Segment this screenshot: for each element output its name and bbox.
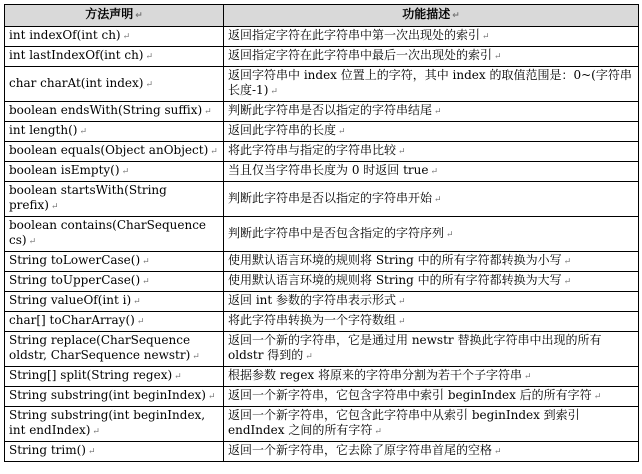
table-row (5, 387, 639, 407)
table-row (5, 182, 639, 217)
table-row (5, 312, 639, 332)
paragraph-mark-icon: ↵ (135, 11, 143, 21)
method-text: String trim() (9, 443, 86, 457)
table-row (5, 142, 639, 162)
description-cell (224, 102, 639, 122)
paragraph-mark-icon: ↵ (452, 11, 460, 21)
description-text: 当且仅当字符串长度为 0 时返回 true (228, 163, 429, 177)
method-cell (5, 217, 224, 252)
description-cell (224, 272, 639, 292)
paragraph-mark-icon: ↵ (446, 229, 454, 240)
table-row (5, 47, 639, 67)
method-cell (5, 27, 224, 47)
paragraph-mark-icon: ↵ (208, 392, 216, 402)
table-row (5, 102, 639, 122)
header-row (5, 5, 639, 27)
description-cell (224, 182, 639, 217)
paragraph-mark-icon: ↵ (398, 297, 406, 307)
method-text: String toLowerCase() (9, 253, 141, 267)
table-row (5, 407, 639, 442)
description-cell (224, 67, 639, 102)
description-text: 返回指定字符在此字符串中最后一次出现处的索引 (228, 48, 493, 62)
method-cell (5, 272, 224, 292)
description-text: 判断此字符串是否以指定的字符串结尾 (228, 103, 433, 117)
table-row (5, 122, 639, 142)
method-text: String toUpperCase() (9, 273, 141, 287)
paragraph-mark-icon: ↵ (92, 427, 100, 437)
paragraph-mark-icon: ↵ (28, 237, 37, 247)
paragraph-mark-icon: ↵ (434, 107, 442, 117)
paragraph-mark-icon: ↵ (50, 202, 59, 212)
paragraph-mark-icon: ↵ (210, 147, 218, 157)
table-body (5, 27, 639, 462)
paragraph-mark-icon: ↵ (79, 127, 88, 137)
paragraph-mark-icon: ↵ (398, 147, 406, 157)
method-cell (5, 407, 224, 442)
description-text: 根据参数 regex 将原来的字符串分割为若干个子字符串 (228, 368, 523, 382)
table-row (5, 332, 639, 367)
table-header (5, 5, 639, 27)
paragraph-mark-icon: ↵ (374, 427, 382, 437)
table-row (5, 272, 639, 292)
method-text: String replace(CharSequence oldstr, CharSequence newstr) (9, 333, 191, 362)
paragraph-mark-icon: ↵ (142, 257, 150, 267)
paragraph-mark-icon: ↵ (524, 372, 532, 382)
paragraph-mark-icon: ↵ (563, 277, 572, 287)
description-text: 返回一个新字符串，它包含此字符串中从索引 beginIndex 到索引 endIndex 之间的所有字符 (228, 408, 580, 437)
table-row (5, 292, 639, 312)
description-cell (224, 122, 639, 142)
paragraph-mark-icon: ↵ (192, 352, 200, 362)
method-cell (5, 122, 224, 142)
description-cell (224, 217, 639, 252)
description-text: 将此字符串转换为一个字符数组 (228, 313, 397, 327)
description-cell (224, 162, 639, 182)
method-text: int indexOf(int ch) (9, 28, 121, 42)
table-row (5, 217, 639, 252)
description-cell (224, 407, 639, 442)
description-text: 返回字符串中 index 位置上的字符，其中 index 的取值范围是：0~(字符串长度-1) (228, 68, 632, 97)
method-cell (5, 312, 224, 332)
description-cell (224, 387, 639, 407)
table-row (5, 442, 639, 462)
method-cell (5, 387, 224, 407)
method-text: String substring(int beginIndex, int endIndex) (9, 408, 206, 437)
method-text: char charAt(int index) (9, 75, 144, 90)
method-cell (5, 162, 224, 182)
method-cell (5, 67, 224, 102)
paragraph-mark-icon: ↵ (398, 317, 406, 327)
paragraph-mark-icon: ↵ (121, 167, 130, 177)
paragraph-mark-icon: ↵ (174, 372, 182, 382)
description-text: 使用默认语言环境的规则将 String 中的所有字符都转换为小写 (228, 253, 562, 267)
description-text: 返回一个新字符串，它去除了原字符串首尾的空格 (228, 443, 493, 457)
description-cell (224, 292, 639, 312)
description-text: 返回指定字符在此字符串中第一次出现处的索引 (228, 28, 481, 42)
method-text: boolean isEmpty() (9, 163, 120, 177)
string-methods-table (4, 4, 639, 462)
method-cell (5, 332, 224, 367)
paragraph-mark-icon: ↵ (482, 32, 490, 42)
table-row (5, 367, 639, 387)
method-text: String substring(int beginIndex) (9, 388, 206, 402)
description-cell (224, 27, 639, 47)
method-text: int lastIndexOf(int ch) (9, 48, 144, 62)
table-row (5, 67, 639, 102)
paragraph-mark-icon: ↵ (494, 447, 502, 457)
method-text: int length() (9, 123, 78, 137)
description-text: 返回一个新的字符串，它是通过用 newstr 替换此字符串中出现的所有 oldstr 得到的 (228, 333, 602, 362)
description-text: 返回 int 参数的字符串表示形式 (228, 293, 397, 307)
paragraph-mark-icon: ↵ (270, 87, 278, 97)
method-cell (5, 442, 224, 462)
paragraph-mark-icon: ↵ (305, 352, 313, 362)
description-text: 判断此字符串中是否包含指定的字符序列 (228, 225, 445, 240)
paragraph-mark-icon: ↵ (593, 392, 602, 402)
table-row (5, 27, 639, 47)
paragraph-mark-icon: ↵ (563, 257, 572, 267)
paragraph-mark-icon: ↵ (430, 167, 439, 177)
method-text: String valueOf(int i) (9, 293, 132, 307)
method-cell (5, 142, 224, 162)
method-cell (5, 292, 224, 312)
method-cell (5, 252, 224, 272)
paragraph-mark-icon: ↵ (136, 317, 145, 327)
method-text: boolean endsWith(String suffix) (9, 103, 203, 117)
paragraph-mark-icon: ↵ (133, 297, 141, 307)
description-cell (224, 252, 639, 272)
description-text: 返回此字符串的长度 (228, 123, 337, 137)
description-text: 返回一个新字符串，它包含字符串中索引 beginIndex 后的所有字符 (228, 388, 592, 402)
description-text: 使用默认语言环境的规则将 String 中的所有字符都转换为大写 (228, 273, 562, 287)
description-cell (224, 142, 639, 162)
method-text: String[] split(String regex) (9, 368, 173, 382)
description-cell (224, 367, 639, 387)
description-cell (224, 47, 639, 67)
header-method-declaration: 方法声明 ↵ (5, 5, 224, 27)
paragraph-mark-icon: ↵ (87, 447, 96, 457)
paragraph-mark-icon: ↵ (204, 107, 212, 117)
paragraph-mark-icon: ↵ (142, 277, 150, 287)
method-cell (5, 102, 224, 122)
paragraph-mark-icon: ↵ (145, 79, 154, 90)
method-cell (5, 47, 224, 67)
method-cell (5, 367, 224, 387)
paragraph-mark-icon: ↵ (145, 52, 154, 62)
method-text: char[] toCharArray() (9, 313, 135, 327)
header-function-description: 功能描述 ↵ (224, 5, 639, 27)
method-text: boolean equals(Object anObject) (9, 143, 209, 157)
description-cell (224, 442, 639, 462)
method-cell (5, 182, 224, 217)
table-row (5, 252, 639, 272)
table-row (5, 162, 639, 182)
paragraph-mark-icon: ↵ (338, 127, 346, 137)
paragraph-mark-icon: ↵ (494, 52, 502, 62)
description-cell (224, 332, 639, 367)
paragraph-mark-icon: ↵ (122, 32, 131, 42)
method-text: boolean startsWith(String prefix) (9, 183, 167, 212)
description-text: 将此字符串与指定的字符串比较 (228, 143, 397, 157)
paragraph-mark-icon: ↵ (434, 194, 442, 205)
description-text: 判断此字符串是否以指定的字符串开始 (228, 190, 433, 205)
description-cell (224, 312, 639, 332)
method-text: boolean contains(CharSequence cs) (9, 218, 207, 247)
